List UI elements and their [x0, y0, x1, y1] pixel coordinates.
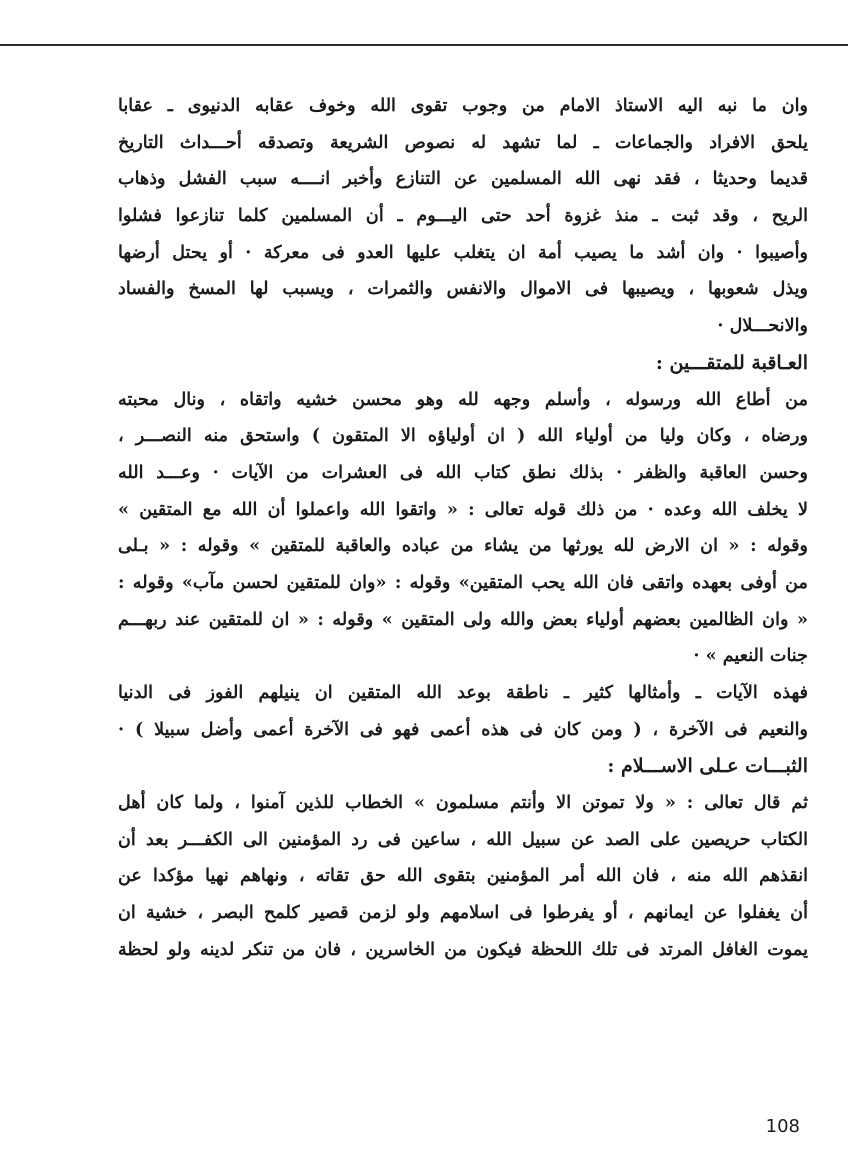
- text-line: وأصيبوا · وان أشد ما يصيب أمة ان يتغلب عليها العدو فى معركة · أو يحتل أرضها: [118, 241, 808, 263]
- text-line: ويذل شعوبها ، ويصيبها فى الاموال والانفس والثمرات ، ويسبب لها المسخ والفساد: [118, 278, 808, 300]
- text-line: والانحـــلال ·: [717, 315, 808, 337]
- text-line: وقوله : « ان الارض لله يورثها من يشاء من عباده والعاقبة للمتقين » وقوله : « بـلى: [118, 535, 808, 557]
- text-line: من أوفى بعهده واتقى فان الله يحب المتقين» وقوله : «وان للمتقين لحسن مآب» وقوله :: [118, 571, 808, 593]
- top-rule: [0, 44, 848, 46]
- text-line: والنعيم فى الآخرة ، ( ومن كان فى هذه أعمى فهو فى الآخرة أعمى وأضل سبيلا ) ·: [118, 718, 808, 740]
- text-line: جنات النعيم » ·: [693, 645, 808, 667]
- section-heading: العـاقبة للمتقـــين :: [655, 351, 808, 374]
- text-line: يموت الغافل المرتد فى تلك اللحظة فيكون من الخاسرين ، فان من تنكر لدينه ولو لحظة: [118, 938, 808, 960]
- text-line: يلحق الافراد والجماعات ـ لما تشهد له نصوص الشريعة وتصدقه أحـــداث التاريخ: [118, 131, 808, 153]
- text-line: ورضاه ، وكان وليا من أولياء الله ( ان أولياؤه الا المتقون ) واستحق منه النصـــر ،: [118, 425, 808, 447]
- text-line: لا يخلف الله وعده · من ذلك قوله تعالى : « واتقوا الله واعملوا أن الله مع المتقين »: [118, 498, 808, 520]
- text-line: الكتاب حريصين على الصد عن سبيل الله ، ساعين فى رد المؤمنين الى الكفـــر بعد أن: [118, 828, 808, 850]
- page-body: [118, 88, 808, 969]
- text-line: وحسن العاقبة والظفر · بذلك نطق كتاب الله فى العشرات من الآيات · وعـــد الله: [118, 461, 808, 483]
- text-line: انقذهم الله منه ، فان الله أمر المؤمنين بتقوى الله حق تقاته ، ونهاهم نهيا مؤكدا عن: [118, 865, 808, 887]
- section-heading: الثبـــات عـلى الاســـلام :: [607, 755, 808, 778]
- text-line: « وان الظالمين بعضهم أولياء بعض والله ولى المتقين » وقوله : « ان للمتقين عند ربهـــم: [118, 608, 808, 630]
- text-line: ثم قال تعالى : « ولا تموتن الا وأنتم مسلمون » الخطاب للذين آمنوا ، ولما كان أهل: [118, 792, 808, 814]
- text-line: فهذه الآيات ـ وأمثالها كثير ـ ناطقة بوعد الله المتقين ان ينيلهم الفوز فى الدنيا: [118, 682, 808, 703]
- text-line: الريح ، وقد ثبت ـ منذ غزوة أحد حتى اليـــوم ـ أن المسلمين كلما تنازعوا فشلوا: [118, 205, 808, 227]
- text-line: وان ما نبه اليه الاستاذ الامام من وجوب تقوى الله وخوف عقابه الدنيوى ـ عقابا: [118, 95, 808, 116]
- text-line: قديما وحديثا ، فقد نهى الله المسلمين عن التنازع وأخبر انــــه سبب الفشل وذهاب: [118, 168, 808, 190]
- page-number: 108: [765, 1116, 800, 1137]
- text-line: أن يغفلوا عن ايمانهم ، أو يفرطوا فى اسلامهم ولو لزمن قصير كلمح البصر ، خشية ان: [118, 902, 808, 924]
- text-line: من أطاع الله ورسوله ، وأسلم وجهه لله وهو محسن خشيه واتقاه ، ونال محبته: [118, 388, 808, 410]
